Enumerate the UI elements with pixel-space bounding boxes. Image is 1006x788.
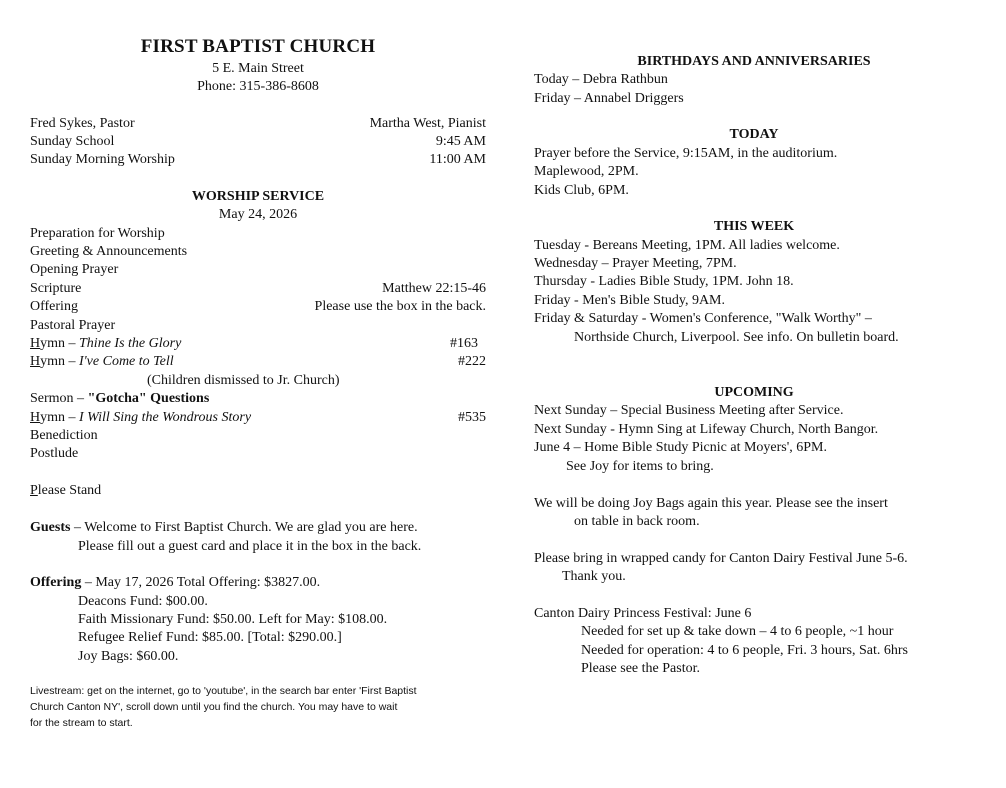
order-hymn-3 [30, 409, 486, 427]
hymn-number: #163 [450, 336, 478, 351]
scripture-label: Scripture [30, 281, 82, 296]
staff-row [30, 133, 486, 151]
birthday-item: Friday – Annabel Driggers [534, 91, 684, 106]
stand-initial: P [30, 483, 38, 498]
fund-line: Joy Bags: $60.00. [78, 649, 179, 664]
princess-festival-detail: Please see the Pastor. [581, 661, 700, 676]
order-greeting: Greeting & Announcements [30, 244, 188, 259]
hymn-label [30, 409, 251, 427]
today-heading: TODAY [729, 127, 779, 142]
staff-row [30, 115, 486, 133]
order-hymn-1 [30, 335, 486, 353]
princess-festival-detail: Needed for set up & take down – 4 to 6 people, ~1 hour [581, 624, 894, 639]
hymn-initial: H [30, 410, 41, 425]
hymn-initial: H [30, 336, 41, 351]
staff-right: 11:00 AM [429, 152, 486, 167]
hymn-dash: ymn – [40, 336, 80, 351]
this-week-heading: THIS WEEK [713, 219, 795, 234]
guests-paragraph [30, 519, 486, 537]
guests-text-continued: Please fill out a guest card and place it in the box in the back. [78, 539, 422, 554]
week-item-continued: Northside Church, Liverpool. See info. On bulletin board. [574, 330, 899, 345]
hymn-title: Thine Is the Glory [79, 336, 182, 351]
staff-left: Sunday Morning Worship [30, 152, 175, 167]
scripture-reference: Matthew 22:15-46 [382, 281, 486, 296]
livestream-note: Church Canton NY', scroll down until you find the church. You may have to wait [30, 701, 398, 713]
candy-note: Please bring in wrapped candy for Canton Dairy Festival June 5-6. [534, 551, 908, 566]
guests-text: – Welcome to First Baptist Church. We are glad you are here. [70, 520, 418, 535]
upcoming-item: Next Sunday – Special Business Meeting after Service. [534, 403, 844, 418]
staff-right: 9:45 AM [435, 134, 486, 149]
guests-label: Guests [30, 520, 71, 535]
birthday-item: Today – Debra Rathbun [534, 72, 668, 87]
fund-line: Refugee Relief Fund: $85.00. [Total: $290.00.] [78, 630, 342, 645]
today-item: Kids Club, 6PM. [534, 183, 629, 198]
please-stand-note [30, 482, 486, 500]
princess-festival-detail: Needed for operation: 4 to 6 people, Fri. 3 hours, Sat. 6hrs [581, 643, 908, 658]
offering-note: Please use the box in the back. [314, 299, 486, 314]
week-item: Friday - Men's Bible Study, 9AM. [534, 293, 726, 308]
hymn-initial: H [30, 354, 41, 369]
upcoming-item: June 4 – Home Bible Study Picnic at Moyers', 6PM. [534, 440, 828, 455]
hymn-title: I've Come to Tell [79, 354, 174, 369]
upcoming-heading: UPCOMING [714, 385, 794, 400]
hymn-number: #222 [458, 354, 486, 369]
children-note: (Children dismissed to Jr. Church) [147, 373, 340, 388]
hymn-number: #535 [458, 410, 486, 425]
staff-right: Martha West, Pianist [369, 116, 486, 131]
sermon-title: "Gotcha" Questions [87, 391, 210, 406]
sermon-label: Sermon – [30, 391, 88, 406]
order-sermon [30, 390, 486, 408]
hymn-dash: ymn – [40, 354, 80, 369]
order-hymn-2 [30, 353, 486, 371]
church-name: FIRST BAPTIST CHURCH [140, 36, 376, 57]
joy-bags-note: We will be doing Joy Bags again this year. Please see the insert [534, 496, 888, 511]
fund-line: Deacons Fund: $00.00. [78, 594, 208, 609]
order-preparation: Preparation for Worship [30, 226, 165, 241]
staff-row [30, 151, 486, 169]
order-benediction: Benediction [30, 428, 98, 443]
livestream-note: for the stream to start. [30, 717, 133, 729]
offering-heading: Offering [30, 575, 82, 590]
church-phone: Phone: 315-386-8608 [197, 79, 319, 94]
joy-bags-note-continued: on table in back room. [574, 514, 700, 529]
church-address: 5 E. Main Street [212, 61, 304, 76]
hymn-label [30, 335, 181, 353]
order-opening-prayer: Opening Prayer [30, 262, 119, 277]
offering-total: – May 17, 2026 Total Offering: $3827.00. [81, 575, 321, 590]
order-pastoral-prayer: Pastoral Prayer [30, 318, 116, 333]
staff-left: Fred Sykes, Pastor [30, 116, 135, 131]
worship-heading: WORSHIP SERVICE [191, 189, 325, 204]
hymn-dash: ymn – [40, 410, 80, 425]
order-offering [30, 298, 486, 316]
fund-line: Faith Missionary Fund: $50.00. Left for May: $108.00. [78, 612, 388, 627]
worship-date: May 24, 2026 [218, 207, 298, 222]
birthdays-heading: BIRTHDAYS AND ANNIVERSARIES [637, 54, 871, 69]
candy-note-continued: Thank you. [562, 569, 626, 584]
today-item: Maplewood, 2PM. [534, 164, 639, 179]
livestream-note: Livestream: get on the internet, go to 'youtube', in the search bar enter 'First Baptist [30, 685, 417, 697]
stand-rest: lease Stand [37, 483, 102, 498]
week-item: Tuesday - Bereans Meeting, 1PM. All ladies welcome. [534, 238, 840, 253]
week-item: Friday & Saturday - Women's Conference, "Walk Worthy" – [534, 311, 872, 326]
princess-festival-note: Canton Dairy Princess Festival: June 6 [534, 606, 752, 621]
offering-label: Offering [30, 299, 78, 314]
hymn-label [30, 353, 174, 371]
hymn-title: I Will Sing the Wondrous Story [79, 410, 252, 425]
today-item: Prayer before the Service, 9:15AM, in the auditorium. [534, 146, 838, 161]
upcoming-item: Next Sunday - Hymn Sing at Lifeway Church, North Bangor. [534, 422, 879, 437]
week-item: Thursday - Ladies Bible Study, 1PM. John 18. [534, 274, 794, 289]
staff-left: Sunday School [30, 134, 115, 149]
week-item: Wednesday – Prayer Meeting, 7PM. [534, 256, 737, 271]
offering-paragraph [30, 574, 486, 592]
order-scripture [30, 280, 486, 298]
order-postlude: Postlude [30, 446, 79, 461]
upcoming-item-continued: See Joy for items to bring. [566, 459, 714, 474]
